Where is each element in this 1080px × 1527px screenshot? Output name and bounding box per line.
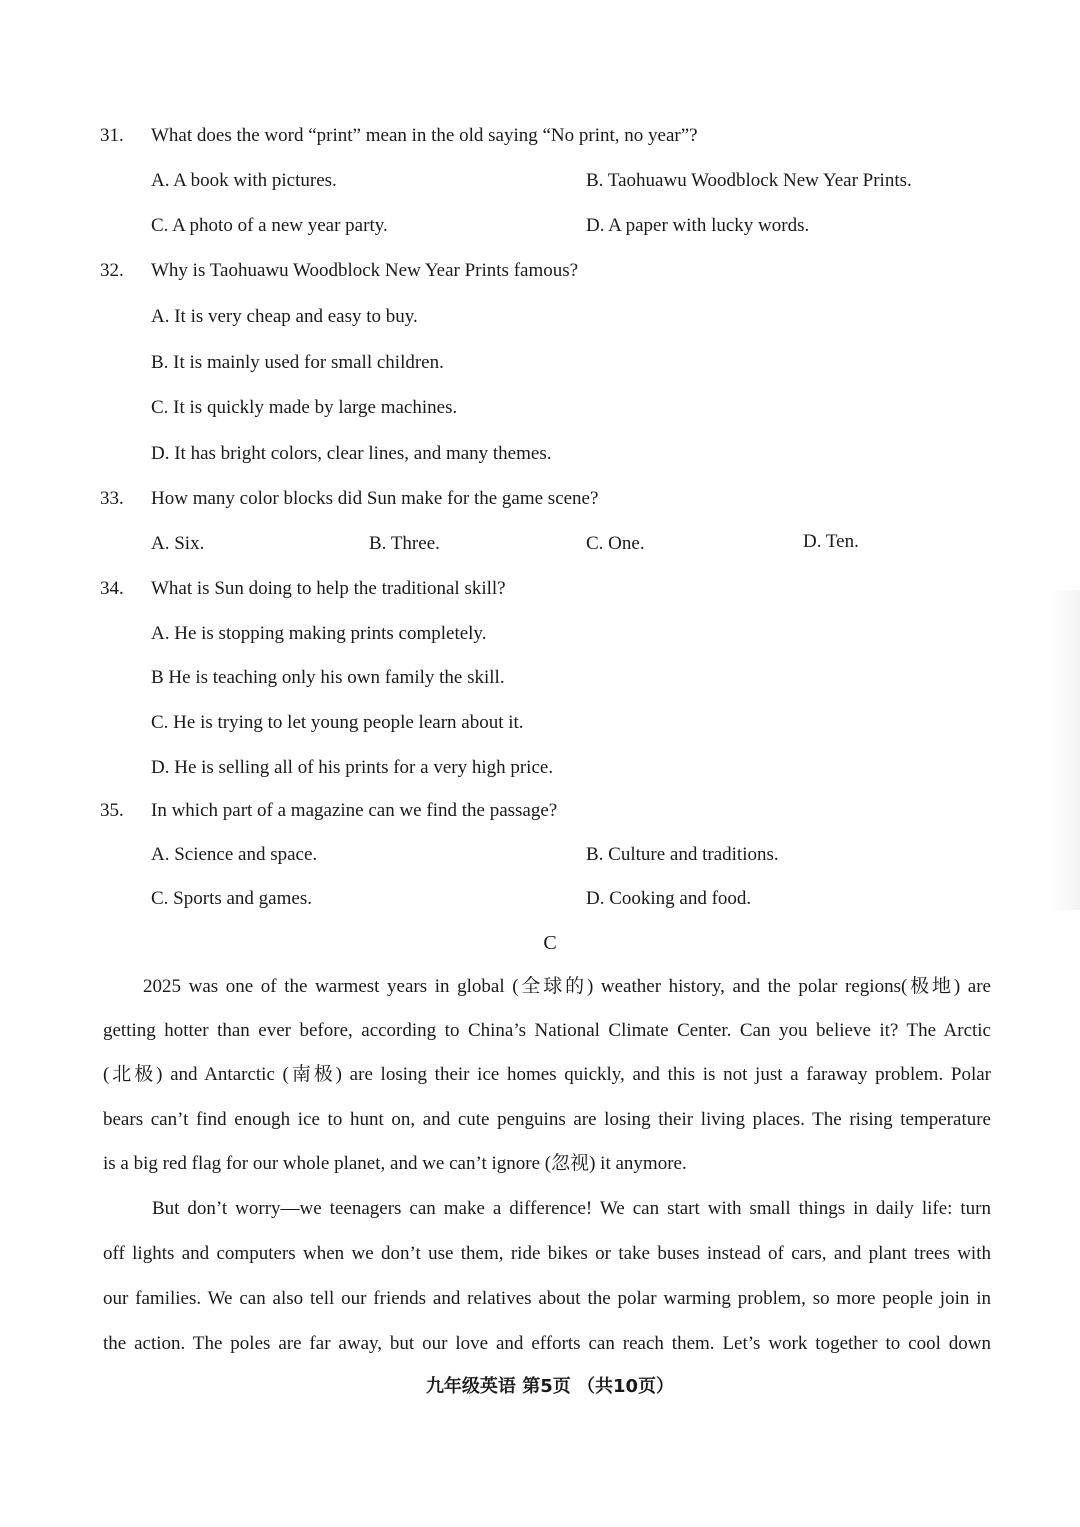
passage-line: getting hotter than ever before, according to China’s National Climate Center. Can you believe it? The Arctic [103,1020,991,1041]
question-number: 32. [100,260,124,281]
passage-line: the action. The poles are far away, but our love and efforts can reach them. Let’s work together to cool down [103,1333,991,1354]
option-d: D. A paper with lucky words. [586,215,810,236]
passage-line: our families. We can also tell our friends and relatives about the polar warming problem, so more people join in [103,1288,991,1309]
passage-line: But don’t worry—we teenagers can make a difference! We can start with small things in daily life: turn [152,1198,991,1219]
option-b: B. Three. [369,533,440,554]
option-a: A. Six. [151,533,205,554]
question-text: What is Sun doing to help the traditional skill? [151,578,506,599]
question-text: In which part of a magazine can we find the passage? [151,800,558,821]
option-c: C. It is quickly made by large machines. [151,397,458,418]
scan-edge-shadow [1050,590,1080,910]
passage-line: is a big red flag for our whole planet, and we can’t ignore (忽视) it anymore. [103,1153,687,1174]
passage-line: off lights and computers when we don’t use them, ride bikes or take buses instead of cars, and plant trees with [103,1243,991,1264]
option-a: A. Science and space. [151,844,318,865]
question-number: 33. [100,488,124,509]
question-number: 35. [100,800,124,821]
option-d: D. Ten. [803,531,859,552]
option-b: B. Taohuawu Woodblock New Year Prints. [586,170,912,191]
option-b: B. It is mainly used for small children. [151,352,444,373]
option-b: B He is teaching only his own family the skill. [151,667,505,688]
option-d: D. It has bright colors, clear lines, and many themes. [151,443,552,464]
question-text: How many color blocks did Sun make for the game scene? [151,488,599,509]
question-number: 34. [100,578,124,599]
option-c: C. He is trying to let young people learn about it. [151,712,524,733]
option-c: C. One. [586,533,645,554]
option-a: A. He is stopping making prints completely. [151,623,487,644]
option-c: C. A photo of a new year party. [151,215,388,236]
question-number: 31. [100,125,124,146]
section-title: C [543,932,557,954]
option-a: A. It is very cheap and easy to buy. [151,306,418,327]
option-d: D. Cooking and food. [586,888,752,909]
page-footer: 九年级英语 第5页 （共10页） [425,1376,675,1397]
option-d: D. He is selling all of his prints for a very high price. [151,757,554,778]
question-text: What does the word “print” mean in the old saying “No print, no year”? [151,125,698,146]
passage-line: (北极) and Antarctic (南极) are losing their ice homes quickly, and this is not just a faraway problem. Polar [103,1064,991,1085]
option-b: B. Culture and traditions. [586,844,779,865]
option-a: A. A book with pictures. [151,170,337,191]
question-text: Why is Taohuawu Woodblock New Year Prints famous? [151,260,579,281]
passage-line: bears can’t find enough ice to hunt on, and cute penguins are losing their living places. The rising temperature [103,1109,991,1130]
passage-line: 2025 was one of the warmest years in global (全球的) weather history, and the polar regions(极地) are [143,976,991,997]
option-c: C. Sports and games. [151,888,312,909]
